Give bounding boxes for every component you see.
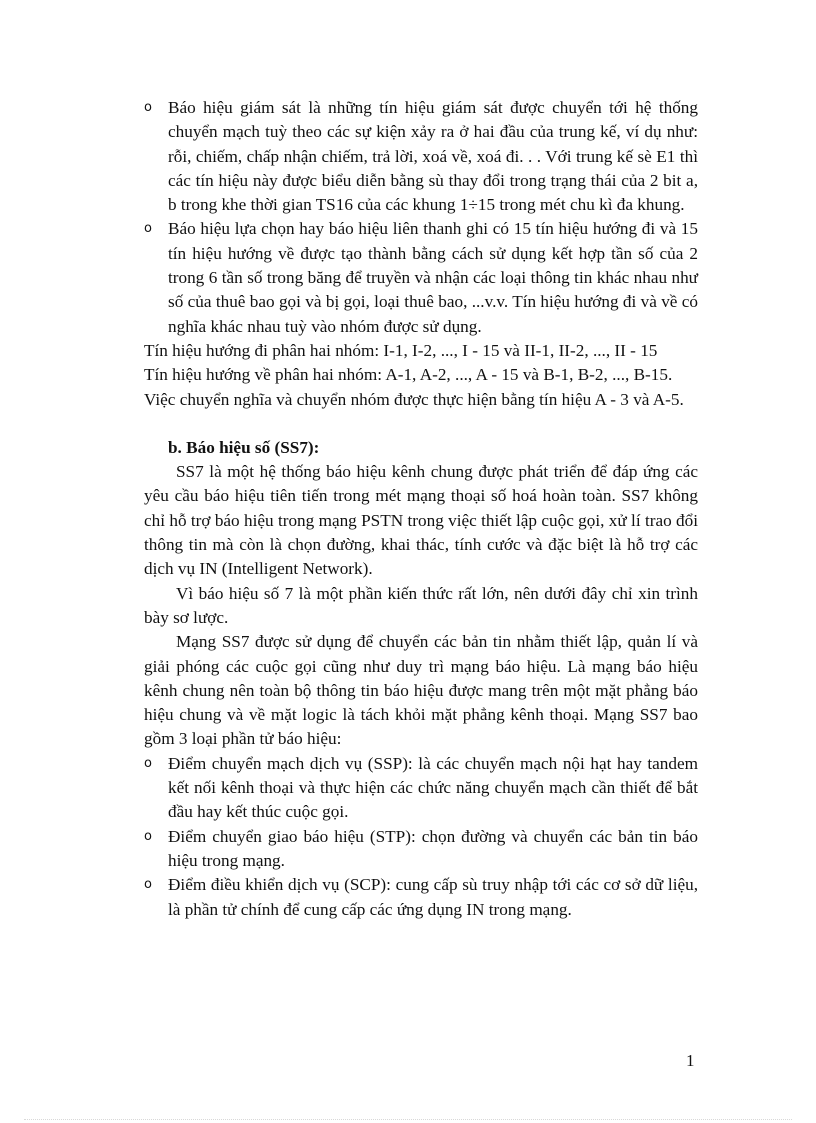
paragraph: Tín hiệu hướng đi phân hai nhóm: I-1, I-2, ..., I - 15 và II-1, II-2, ..., II - 15 (144, 340, 658, 360)
document-page (144, 96, 698, 922)
page-number: 1 (686, 1051, 695, 1070)
list-item (144, 825, 698, 874)
list-item-text: Báo hiệu giám sát là những tín hiệu giám sát được chuyển tới hệ thống chuyển mạch tuỳ theo các sự kiện xảy ra ở hai đầu của trung kế, ví dụ như: rỗi, chiếm, chấp nhận chiếm, trả lời, xoá về, xoá đi. . . Với trung kế sè E1 thì các tín hiệu này được biểu diễn bằng sù thay đổi trong trạng thái của 2 bit a, b trong khe thời gian TS16 của các khung 1÷15 trong mét chu kì đa khung. (168, 98, 698, 215)
list-item-text: Điểm chuyển giao báo hiệu (STP): chọn đường và chuyển các bản tin báo hiệu trong mạng. (168, 826, 698, 870)
signal-types-list (144, 96, 698, 339)
signaling-elements-list (144, 752, 698, 922)
paragraph: Việc chuyển nghĩa và chuyển nhóm được thực hiện bằng tín hiệu A - 3 và A-5. (144, 389, 684, 409)
paragraph: Mạng SS7 được sử dụng để chuyển các bản tin nhằm thiết lập, quản lí và giải phóng các cuộc gọi cũng như duy trì mạng báo hiệu. Là mạng báo hiệu kênh chung nên toàn bộ thông tin báo hiệu được mang trên một mặt phẳng báo hiệu chung và về mặt logic là tách khỏi mặt phẳng kênh thoại. Mạng SS7 bao gồm 3 loại phần tử báo hiệu: (144, 632, 698, 749)
paragraph: SS7 là một hệ thống báo hiệu kênh chung được phát triển để đáp ứng các yêu cầu báo hiệu tiên tiến trong mét mạng thoại số hoá hoàn toàn. SS7 không chỉ hỗ trợ báo hiệu trong mạng PSTN trong việc thiết lập cuộc gọi, xử lí trao đổi thông tin mà còn là chọn đường, khai thác, tính cước và đặc biệt là hỗ trợ các dịch vụ IN (Intelligent Network). (144, 462, 698, 579)
hollow-bullet-icon: o (144, 100, 152, 115)
list-item (144, 217, 698, 338)
list-item (144, 752, 698, 825)
hollow-bullet-icon: o (144, 877, 152, 893)
list-item-text: Điểm điều khiển dịch vụ (SCP): cung cấp sù truy nhập tới các cơ sở dữ liệu, là phần tử chính để cung cấp các ứng dụng IN trong mạng. (168, 875, 698, 919)
list-item-text: Báo hiệu lựa chọn hay báo hiệu liên thanh ghi có 15 tín hiệu hướng đi và 15 tín hiệu hướng về được tạo thành bằng cách sử dụng kết hợp tần số của 2 trong 6 tần số trong băng để truyền và nhận các loại thông tin khác nhau như số của thuê bao gọi và bị gọi, loại thuê bao, ...v.v. Tín hiệu hướng đi và về có nghĩa khác nhau tuỳ vào nhóm được sử dụng. (168, 219, 698, 336)
hollow-bullet-icon: o (144, 755, 152, 771)
list-item (144, 96, 698, 217)
page-bottom-divider (24, 1119, 792, 1120)
list-item (144, 873, 698, 922)
hollow-bullet-icon: o (144, 828, 152, 844)
section-heading: b. Báo hiệu số (SS7): (168, 437, 320, 457)
list-item-text: Điểm chuyển mạch dịch vụ (SSP): là các chuyển mạch nội hạt hay tandem kết nối kênh thoại và thực hiện các chức năng chuyển mạch cần thiết để bắt đầu hay kết thúc cuộc gọi. (168, 753, 698, 822)
paragraph: Tín hiệu hướng về phân hai nhóm: A-1, A-2, ..., A - 15 và B-1, B-2, ..., B-15. (144, 365, 673, 385)
hollow-bullet-icon: o (144, 221, 152, 237)
paragraph: Vì báo hiệu số 7 là một phần kiến thức rất lớn, nên dưới đây chỉ xin trình bày sơ lược. (144, 583, 698, 627)
